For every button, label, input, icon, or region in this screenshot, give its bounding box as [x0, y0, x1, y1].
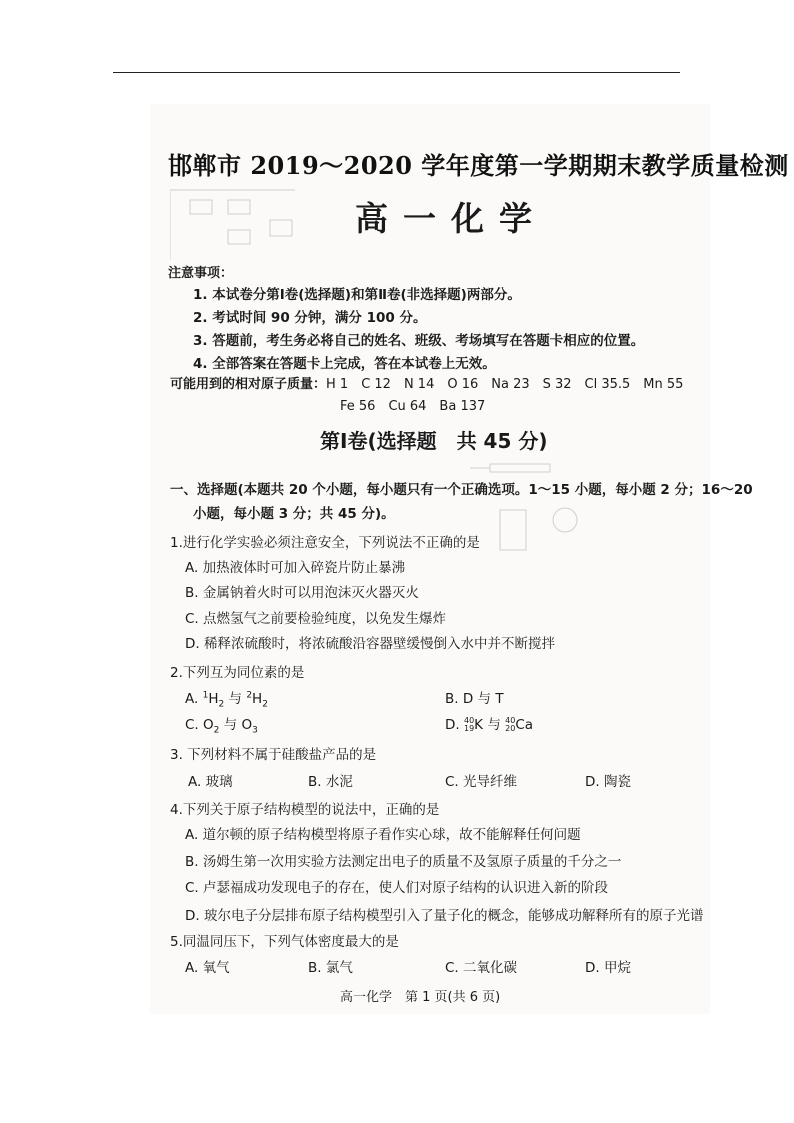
- subject-title: 高一化学: [355, 199, 547, 238]
- exam-title: 邯郸市 2019～2020 学年度第一学期期末教学质量检测: [168, 151, 789, 180]
- note-2: 2. 考试时间 90 分钟，满分 100 分。: [193, 310, 427, 326]
- atomic-mass-values-1: H 1 C 12 N 14 O 16 Na 23 S 32 Cl 35.5 Mn 55: [326, 377, 684, 392]
- q5-option-c: C. 二氧化碳: [445, 960, 518, 976]
- q1-option-b: B. 金属钠着火时可以用泡沫灭火器灭火: [185, 585, 419, 601]
- q3-option-d: D. 陶瓷: [585, 774, 631, 790]
- q1-option-a: A. 加热液体时可加入碎瓷片防止暴沸: [185, 560, 406, 576]
- q2-option-b: B. D 与 T: [445, 691, 504, 707]
- top-rule: [113, 72, 680, 73]
- question-3-stem: 3. 下列材料不属于硅酸盐产品的是: [170, 747, 377, 763]
- q2-option-c: C. $O_2$ 与 $O_3$: [185, 717, 258, 736]
- question-2-stem: 2.下列互为同位素的是: [170, 665, 305, 681]
- q4-option-d: D. 玻尔电子分层排布原子结构模型引入了量子化的概念，能够成功解释所有的原子光谱: [185, 908, 704, 924]
- section-title: 第Ⅰ卷(选择题 共 45 分): [320, 429, 548, 453]
- q4-option-b: B. 汤姆生第一次用实验方法测定出电子的质量不及氢原子质量的千分之一: [185, 854, 622, 870]
- note-3: 3. 答题前，考生务必将自己的姓名、班级、考场填写在答题卡相应的位置。: [193, 333, 645, 349]
- question-5-stem: 5.同温同压下，下列气体密度最大的是: [170, 934, 399, 950]
- q4-option-a: A. 道尔顿的原子结构模型将原子看作实心球，故不能解释任何问题: [185, 827, 581, 843]
- question-1-stem: 1.进行化学实验必须注意安全，下列说法不正确的是: [170, 535, 480, 551]
- note-4: 4. 全部答案在答题卡上完成，答在本试卷上无效。: [193, 356, 496, 372]
- page-footer: 高一化学 第 1 页(共 6 页): [340, 990, 501, 1005]
- q1-option-d: D. 稀释浓硫酸时，将浓硫酸沿容器壁缓慢倒入水中并不断搅拌: [185, 636, 555, 652]
- notes-heading: 注意事项：: [168, 266, 234, 281]
- q4-option-c: C. 卢瑟福成功发现电子的存在，使人们对原子结构的认识进入新的阶段: [185, 880, 609, 896]
- q5-option-d: D. 甲烷: [585, 960, 631, 976]
- q3-option-a: A. 玻璃: [188, 774, 233, 790]
- bleed-apparatus: [470, 450, 600, 560]
- part-instruction-2: 小题，每小题 3 分；共 45 分)。: [193, 506, 395, 522]
- q2-option-d: D. 40 19K 与 40 20Ca: [445, 716, 534, 733]
- q3-option-b: B. 水泥: [308, 774, 353, 790]
- atomic-mass-label: 可能用到的相对原子质量：: [170, 377, 327, 392]
- question-4-stem: 4.下列关于原子结构模型的说法中，正确的是: [170, 802, 440, 818]
- q5-option-a: A. 氧气: [185, 960, 230, 976]
- part-instruction-1: 一、选择题(本题共 20 个小题，每小题只有一个正确选项。1～15 小题，每小题 2 分；16～20: [170, 482, 753, 498]
- atomic-mass-line-1: [170, 373, 683, 392]
- q1-option-c: C. 点燃氢气之前要检验纯度，以免发生爆炸: [185, 611, 447, 627]
- q3-option-c: C. 光导纤维: [445, 774, 518, 790]
- q2-option-a: A. $^1H_2$ 与 $^2H_2$: [185, 690, 268, 710]
- note-1: 1. 本试卷分第Ⅰ卷(选择题)和第Ⅱ卷(非选择题)两部分。: [193, 287, 521, 303]
- atomic-mass-values-2: Fe 56 Cu 64 Ba 137: [340, 399, 486, 414]
- q5-option-b: B. 氯气: [308, 960, 353, 976]
